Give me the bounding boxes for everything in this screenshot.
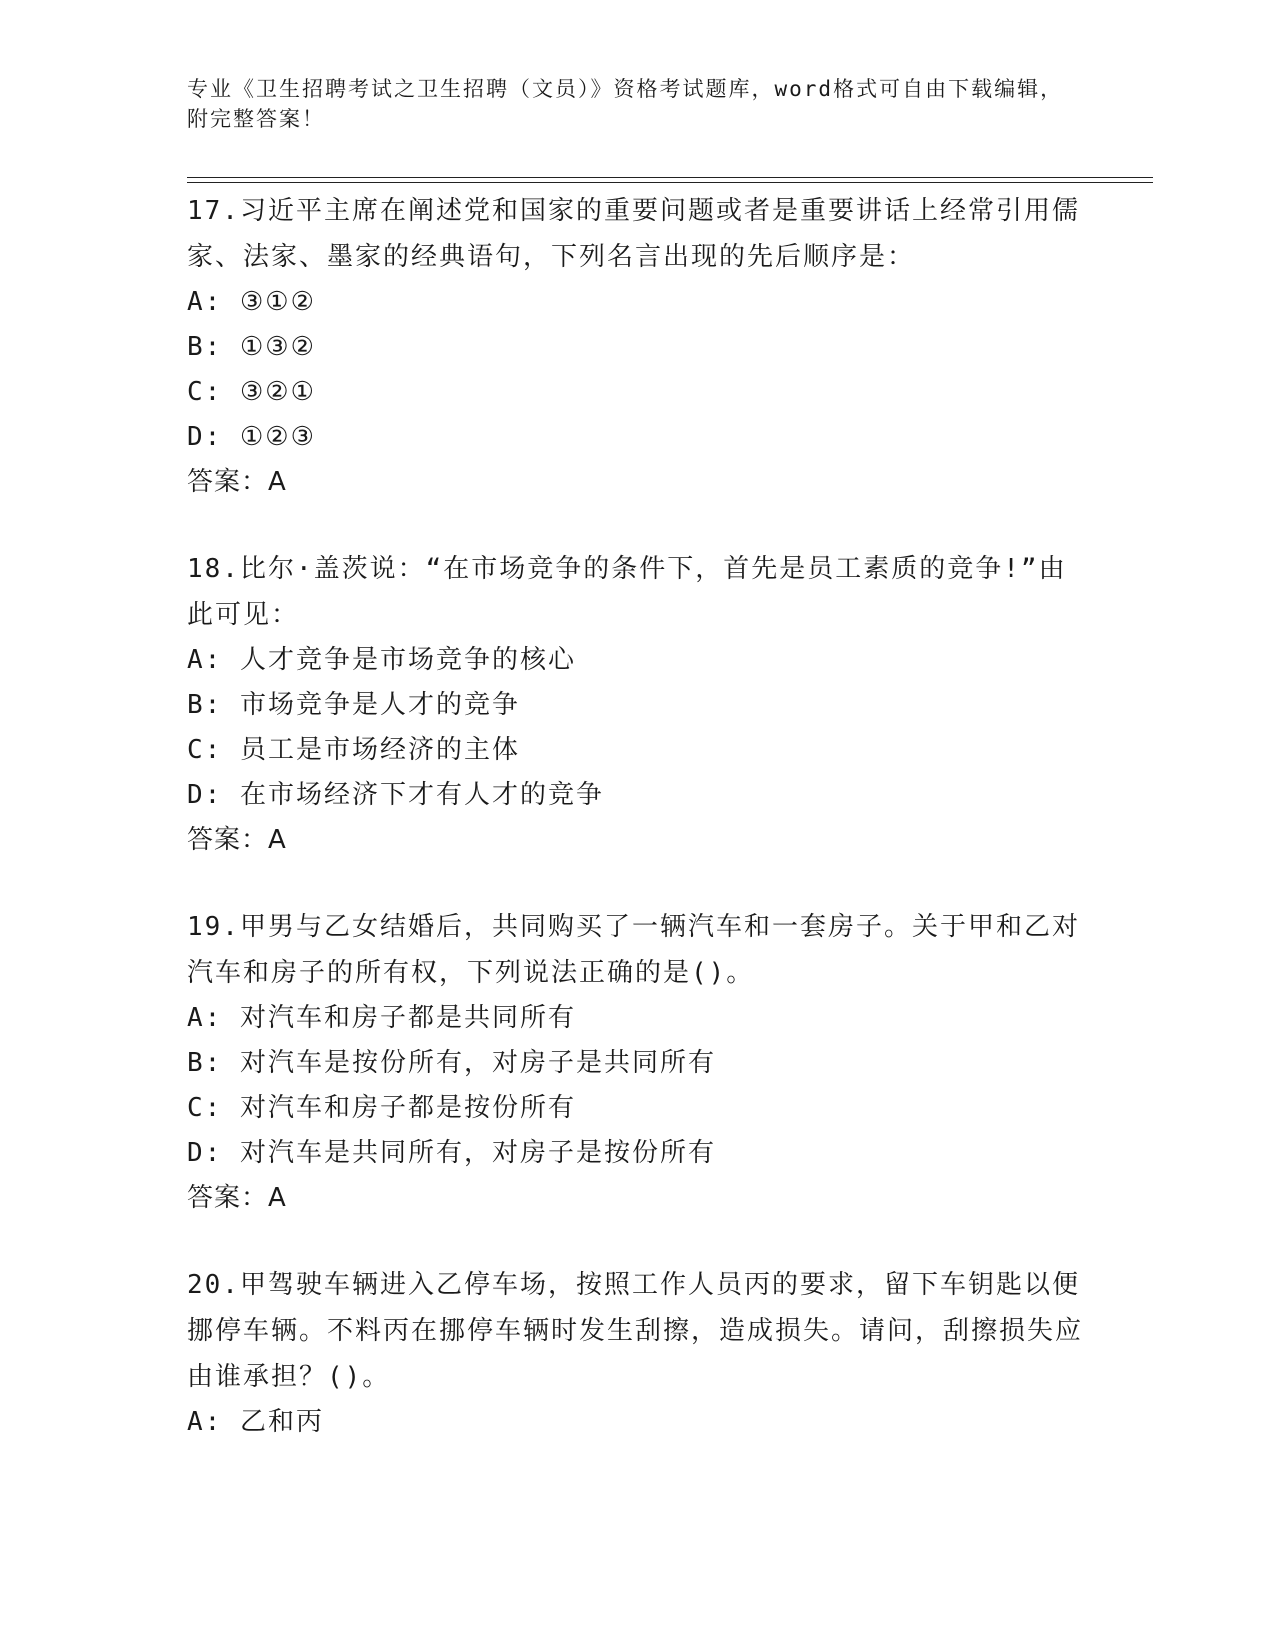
header-divider-bottom bbox=[187, 182, 1153, 183]
question-20 bbox=[187, 1262, 1087, 1445]
option-a: A: 乙和丙 bbox=[187, 1407, 324, 1437]
option-c: C: 对汽车和房子都是按份所有 bbox=[187, 1093, 576, 1123]
option-a: A: 人才竞争是市场竞争的核心 bbox=[187, 645, 576, 675]
document-header: 专业《卫生招聘考试之卫生招聘（文员）》资格考试题库，word格式可自由下载编辑，附完整答案！ bbox=[187, 77, 1064, 131]
option-c: C: ③②① bbox=[187, 377, 316, 407]
question-stem: 17.习近平主席在阐述党和国家的重要问题或者是重要讲话上经常引用儒家、法家、墨家的经典语句，下列名言出现的先后顺序是： bbox=[187, 196, 1080, 272]
option-a: A: 对汽车和房子都是共同所有 bbox=[187, 1003, 576, 1033]
question-stem: 19.甲男与乙女结婚后，共同购买了一辆汽车和一套房子。关于甲和乙对汽车和房子的所有权，下列说法正确的是()。 bbox=[187, 912, 1080, 988]
option-b: B: 市场竞争是人才的竞争 bbox=[187, 690, 520, 720]
option-c: C: 员工是市场经济的主体 bbox=[187, 735, 520, 765]
option-b: B: 对汽车是按份所有，对房子是共同所有 bbox=[187, 1048, 716, 1078]
header-divider-top bbox=[187, 177, 1153, 178]
answer-label: 答案：A bbox=[187, 825, 287, 855]
option-d: D: 对汽车是共同所有，对房子是按份所有 bbox=[187, 1138, 716, 1168]
option-a: A: ③①② bbox=[187, 287, 316, 317]
question-18 bbox=[187, 546, 1087, 863]
question-stem: 20.甲驾驶车辆进入乙停车场，按照工作人员丙的要求，留下车钥匙以便挪停车辆。不料丙在挪停车辆时发生刮擦，造成损失。请问，刮擦损失应由谁承担？()。 bbox=[187, 1270, 1084, 1392]
question-19 bbox=[187, 904, 1087, 1221]
question-list bbox=[187, 188, 1087, 1486]
answer-label: 答案：A bbox=[187, 467, 287, 497]
option-b: B: ①③② bbox=[187, 332, 316, 362]
option-d: D: 在市场经济下才有人才的竞争 bbox=[187, 780, 604, 810]
option-d: D: ①②③ bbox=[187, 422, 316, 452]
question-17 bbox=[187, 188, 1087, 505]
answer-label: 答案：A bbox=[187, 1183, 287, 1213]
question-stem: 18.比尔·盖茨说：“在市场竞争的条件下，首先是员工素质的竞争!”由此可见： bbox=[187, 554, 1067, 630]
